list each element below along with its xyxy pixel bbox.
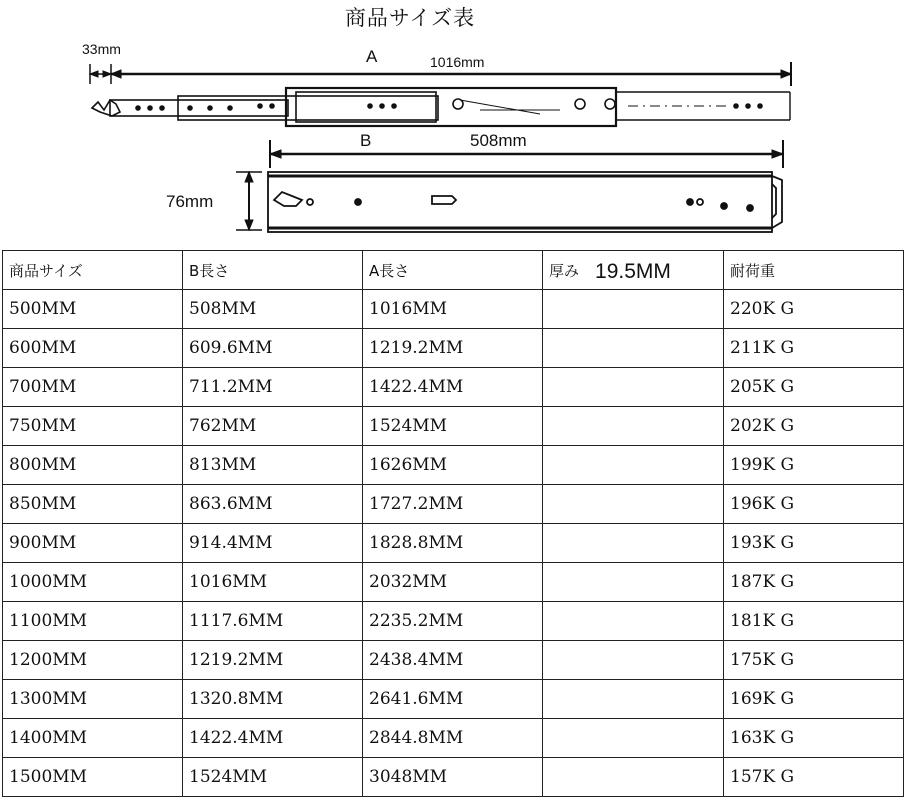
size-table (2, 250, 904, 797)
thickness-cell (543, 719, 724, 758)
product-size-cell: 1500MM (3, 758, 183, 797)
a-length-cell: 2032MM (363, 563, 543, 602)
product-size-cell: 600MM (3, 329, 183, 368)
load-capacity-cell: 181K G (724, 602, 904, 641)
b-length-cell: 1219.2MM (183, 641, 363, 680)
header-thickness (543, 251, 724, 290)
load-capacity-cell: 220K G (724, 290, 904, 329)
product-size-cell: 500MM (3, 290, 183, 329)
product-size-cell: 1000MM (3, 563, 183, 602)
thickness-cell (543, 485, 724, 524)
a-length-cell: 2641.6MM (363, 680, 543, 719)
header-load-capacity: 耐荷重 (724, 251, 904, 290)
a-length-cell: 1626MM (363, 446, 543, 485)
thickness-value: 19.5MM (595, 260, 671, 283)
b-length-cell: 609.6MM (183, 329, 363, 368)
product-size-cell: 1100MM (3, 602, 183, 641)
header-thickness-label: 厚み (549, 262, 580, 280)
b-length-cell: 711.2MM (183, 368, 363, 407)
a-length-cell: 1422.4MM (363, 368, 543, 407)
thickness-cell (543, 446, 724, 485)
a-length-cell: 2438.4MM (363, 641, 543, 680)
table-row (3, 563, 904, 602)
a-length-cell: 1524MM (363, 407, 543, 446)
table-row (3, 602, 904, 641)
product-size-cell: 1300MM (3, 680, 183, 719)
thickness-cell (543, 680, 724, 719)
slide-rail-diagram (0, 0, 905, 248)
thickness-cell (543, 641, 724, 680)
product-size-cell: 700MM (3, 368, 183, 407)
product-size-cell: 850MM (3, 485, 183, 524)
load-capacity-cell: 169K G (724, 680, 904, 719)
a-length-cell: 2235.2MM (363, 602, 543, 641)
table-header-row (3, 251, 904, 290)
b-length-cell: 762MM (183, 407, 363, 446)
thickness-cell (543, 368, 724, 407)
header-a-length: A長さ (363, 251, 543, 290)
table-row (3, 407, 904, 446)
a-length-cell: 1727.2MM (363, 485, 543, 524)
a-label: A (366, 47, 378, 66)
load-capacity-cell: 202K G (724, 407, 904, 446)
offset-label: 33mm (82, 41, 121, 57)
a-length-label: 1016mm (430, 54, 485, 70)
a-length-cell: 2844.8MM (363, 719, 543, 758)
retracted-rail (268, 172, 782, 232)
b-length-cell: 914.4MM (183, 524, 363, 563)
table-row (3, 290, 904, 329)
load-capacity-cell: 211K G (724, 329, 904, 368)
load-capacity-cell: 199K G (724, 446, 904, 485)
a-length-cell: 3048MM (363, 758, 543, 797)
load-capacity-cell: 157K G (724, 758, 904, 797)
a-length-cell: 1219.2MM (363, 329, 543, 368)
table-row (3, 641, 904, 680)
thickness-cell (543, 524, 724, 563)
product-size-cell: 750MM (3, 407, 183, 446)
load-capacity-cell: 205K G (724, 368, 904, 407)
header-product-size: 商品サイズ (3, 251, 183, 290)
b-length-cell: 1422.4MM (183, 719, 363, 758)
height-label: 76mm (166, 192, 214, 211)
table-row (3, 485, 904, 524)
extended-rail (92, 88, 790, 126)
load-capacity-cell: 196K G (724, 485, 904, 524)
b-length-cell: 863.6MM (183, 485, 363, 524)
thickness-cell (543, 329, 724, 368)
b-length-label: 508mm (470, 131, 527, 150)
load-capacity-cell: 175K G (724, 641, 904, 680)
table-row (3, 329, 904, 368)
table-row (3, 524, 904, 563)
page-title: 商品サイズ表 (344, 6, 476, 30)
product-size-cell: 800MM (3, 446, 183, 485)
a-length-cell: 1828.8MM (363, 524, 543, 563)
load-capacity-cell: 187K G (724, 563, 904, 602)
load-capacity-cell: 163K G (724, 719, 904, 758)
product-size-cell: 1400MM (3, 719, 183, 758)
table-row (3, 758, 904, 797)
height-dimension (236, 172, 262, 230)
table-row (3, 719, 904, 758)
header-b-length: B長さ (183, 251, 363, 290)
table-row (3, 680, 904, 719)
thickness-cell (543, 290, 724, 329)
b-length-cell: 508MM (183, 290, 363, 329)
b-length-cell: 1016MM (183, 563, 363, 602)
thickness-cell (543, 563, 724, 602)
table-row (3, 446, 904, 485)
b-length-cell: 1117.6MM (183, 602, 363, 641)
thickness-cell (543, 602, 724, 641)
thickness-cell (543, 407, 724, 446)
product-size-cell: 900MM (3, 524, 183, 563)
thickness-cell (543, 758, 724, 797)
load-capacity-cell: 193K G (724, 524, 904, 563)
b-length-cell: 813MM (183, 446, 363, 485)
b-label: B (360, 131, 372, 150)
b-length-cell: 1524MM (183, 758, 363, 797)
a-length-cell: 1016MM (363, 290, 543, 329)
b-length-cell: 1320.8MM (183, 680, 363, 719)
table-row (3, 368, 904, 407)
product-size-cell: 1200MM (3, 641, 183, 680)
